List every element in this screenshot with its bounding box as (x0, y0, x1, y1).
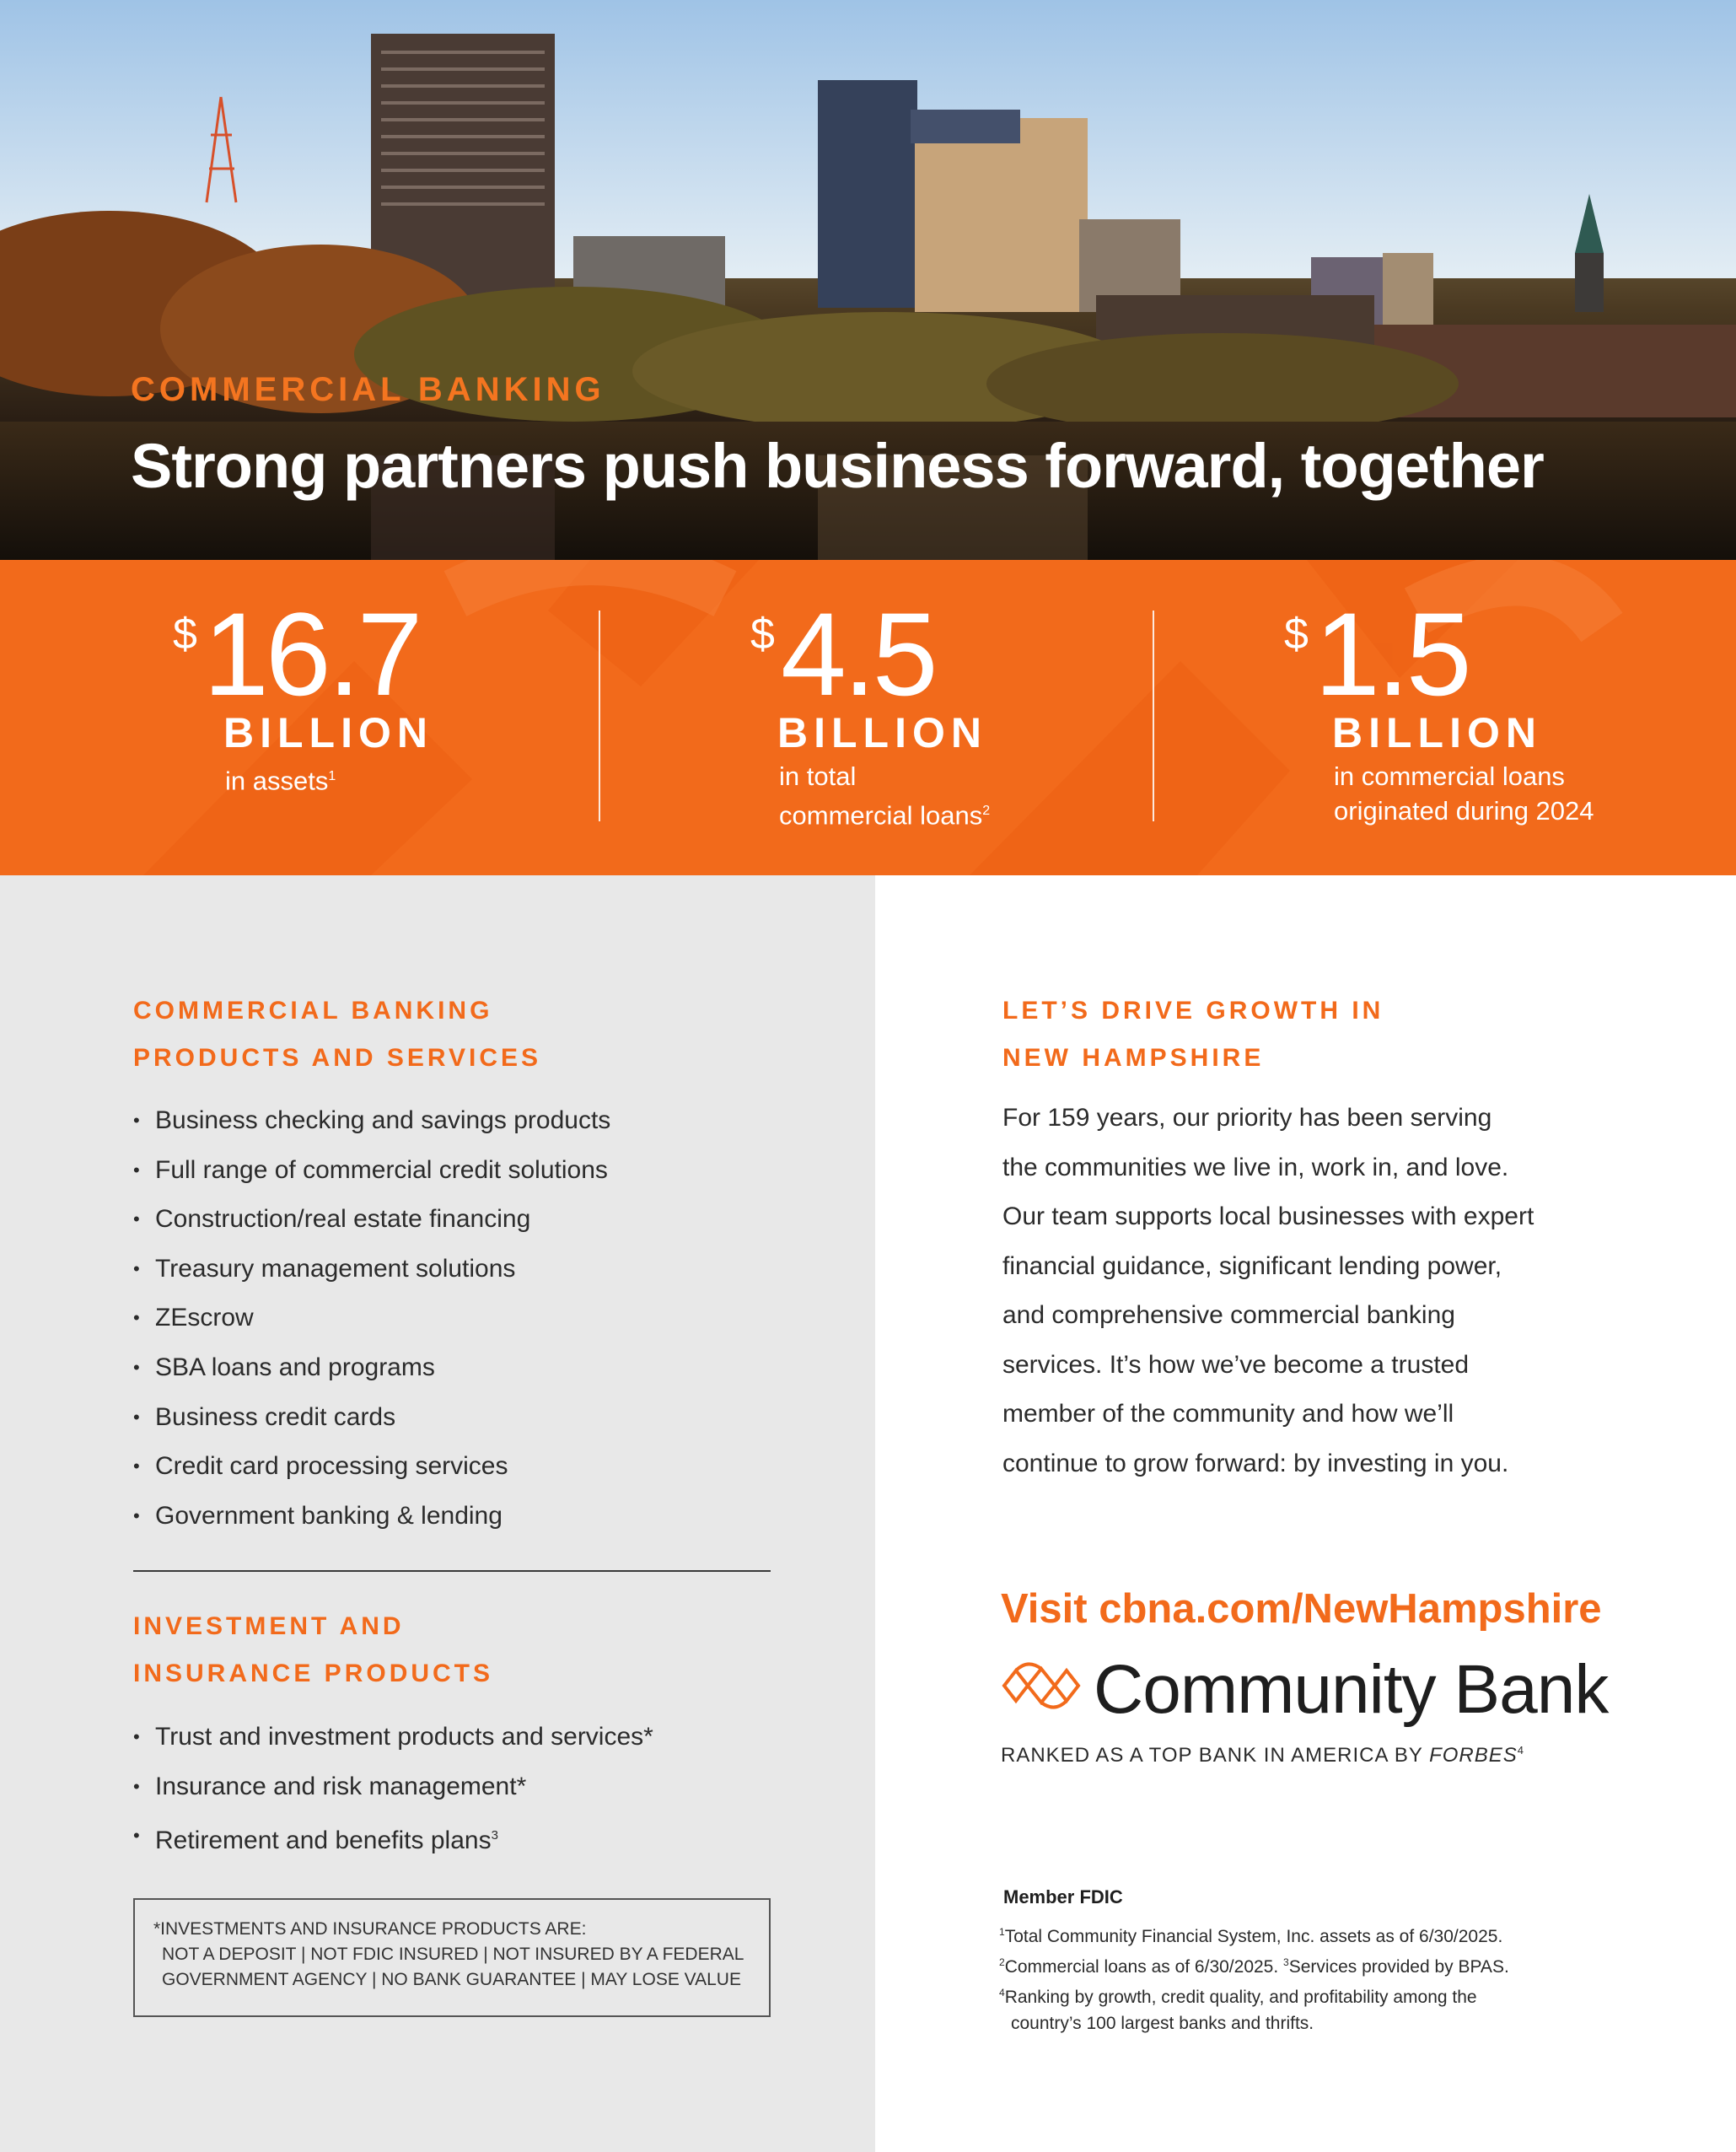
stat-loans-originated (1284, 560, 1706, 875)
hero-banner (0, 0, 1736, 560)
community-bank-logo-icon (1001, 1659, 1082, 1713)
stat-currency: $ (173, 610, 197, 659)
products-list (133, 1096, 610, 1541)
list-item: • Business checking and savings products (133, 1096, 610, 1146)
list-item: • Insurance and risk management* (133, 1762, 653, 1812)
investment-list (133, 1713, 653, 1861)
stat-value: 4.5 (781, 588, 935, 720)
stat-currency: $ (750, 610, 775, 659)
stat-unit: BILLION (223, 709, 433, 756)
stat-description: in assets$^1$ (225, 766, 336, 796)
visit-website-link[interactable]: Visit cbna.com/NewHampshire (1001, 1586, 1602, 1632)
list-item: • Treasury management solutions (133, 1245, 610, 1294)
footnotes: $^1$Total Community Financial System, Inc. assets as of 6/30/2025. $^2$Commercial loans as of 6/30/2025. $^3$Services provided by BPAS. $^4$Ranking by growth, credit quality, and profitability among the country’s 100 largest banks and thrifts. (999, 1926, 1509, 2033)
footnote-marker: 3 (491, 1828, 498, 1843)
list-item: • ZEscrow (133, 1294, 610, 1343)
products-heading: COMMERCIAL BANKING PRODUCTS AND SERVICES (133, 997, 542, 1072)
section-divider (133, 1570, 771, 1572)
stat-assets (173, 560, 594, 875)
stat-value: 1.5 (1314, 588, 1469, 720)
footnote-marker: 2 (982, 804, 991, 818)
footnote-marker: 4 (1517, 1744, 1525, 1757)
stat-divider (599, 611, 600, 821)
list-item: • Government banking & lending (133, 1492, 610, 1541)
brand-name: Community Bank (1094, 1651, 1609, 1728)
stat-unit: BILLION (777, 709, 987, 756)
growth-heading: LET’S DRIVE GROWTH IN NEW HAMPSHIRE (1002, 997, 1384, 1072)
hero-title: Strong partners push business forward, together (131, 431, 1544, 501)
stat-description: in commercial loans originated during 2024 (1334, 761, 1594, 826)
disclaimer-line: NOT A DEPOSIT | NOT FDIC INSURED | NOT INSURED BY A FEDERAL (162, 1945, 744, 1964)
member-fdic: Member FDIC (1003, 1886, 1123, 1907)
list-item: • Construction/real estate financing (133, 1195, 610, 1245)
stat-commercial-loans (750, 560, 1172, 875)
list-item: • Trust and investment products and services* (133, 1713, 653, 1762)
stat-description: in total commercial loans$^2$ (779, 761, 991, 831)
investment-heading: INVESTMENT AND INSURANCE PRODUCTS (133, 1612, 494, 1687)
disclaimer-line: *INVESTMENTS AND INSURANCE PRODUCTS ARE: (153, 1919, 587, 1939)
list-item: • SBA loans and programs (133, 1343, 610, 1393)
list-item: • Credit card processing services (133, 1442, 610, 1492)
community-bank-logo (1001, 1651, 1625, 1728)
hero-kicker: COMMERCIAL BANKING (131, 371, 605, 408)
stat-currency: $ (1284, 610, 1309, 659)
list-item: • Business credit cards (133, 1393, 610, 1443)
stat-divider (1153, 611, 1154, 821)
growth-body: For 159 years, our priority has been serving the communities we live in, work in, and love. Our team supports local businesses with expert financial guidance, significant lending power, and comprehensive commercial banking services. It’s how we’ve become a trusted member of the community and how we’ll continue to grow forward: by investing in you. (1002, 1104, 1534, 1477)
disclaimer-line: GOVERNMENT AGENCY | NO BANK GUARANTEE | MAY LOSE VALUE (162, 1970, 741, 1989)
forbes-ranking: RANKED AS A TOP BANK IN AMERICA BY FORBES$^4$ (1001, 1744, 1525, 1767)
list-item: • Full range of commercial credit solutions (133, 1146, 610, 1196)
stat-value: 16.7 (203, 588, 420, 720)
stats-band (0, 560, 1736, 875)
stat-unit: BILLION (1332, 709, 1542, 756)
investment-disclaimer-box (133, 1898, 771, 2017)
footnote-marker: 1 (328, 769, 336, 783)
list-item: • Retirement and benefits plans$^3$ (133, 1811, 653, 1861)
